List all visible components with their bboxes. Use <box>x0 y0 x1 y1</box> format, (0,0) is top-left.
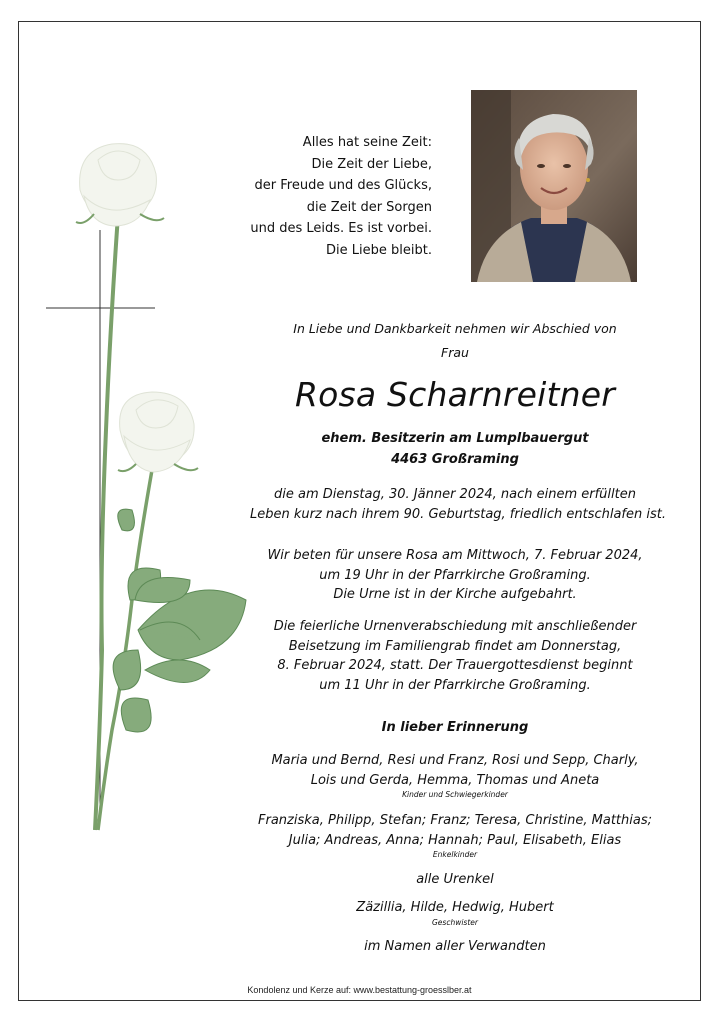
mourners-line: Julia; Andreas, Anna; Hannah; Paul, Elisabeth, Elias <box>288 832 622 848</box>
poem-line: der Freude und des Glücks, <box>254 178 432 193</box>
burial-notice <box>250 617 660 695</box>
burial-line: Beisetzung im Familiengrab findet am Donnerstag, <box>288 638 622 654</box>
mourners-caption: Kinder und Schwiegerkinder <box>402 790 508 799</box>
prayer-line: Wir beten für unsere Rosa am Mittwoch, 7. Februar 2024, <box>267 548 643 563</box>
intro <box>250 317 660 365</box>
mourners-relatives: im Namen aller Verwandten <box>364 939 546 954</box>
mourners-line: Zäzillia, Hilde, Hedwig, Hubert <box>356 900 554 915</box>
burial-line: 8. Februar 2024, statt. Der Trauergottesdienst beginnt <box>277 658 633 673</box>
deceased-location: 4463 Großraming <box>391 452 519 467</box>
mourners-children <box>250 751 660 800</box>
death-notice <box>250 485 666 524</box>
poem-line: die Zeit der Sorgen <box>306 199 432 215</box>
mourners-caption: Geschwister <box>432 917 478 927</box>
prayer-line: um 19 Uhr in der Pfarrkirche Großraming. <box>319 567 591 583</box>
memory-heading: In lieber Erinnerung <box>381 720 529 735</box>
mourners-line: Lois und Gerda, Hemma, Thomas und Aneta <box>310 772 600 788</box>
burial-line: Die feierliche Urnenverabschiedung mit anschließender <box>273 619 637 634</box>
poem-line: und des Leids. Es ist vorbei. <box>250 221 432 236</box>
rose-illustration <box>40 130 270 840</box>
prayer-line: Die Urne ist in der Kirche aufgebahrt. <box>333 587 577 602</box>
poem-line: Die Liebe bleibt. <box>326 242 432 258</box>
poem-line: Die Zeit der Liebe, <box>311 156 432 172</box>
mourners-great-grandchildren: alle Urenkel <box>416 872 494 887</box>
poem-line: Alles hat seine Zeit: <box>302 135 432 150</box>
mourners-siblings <box>250 898 660 928</box>
prayer-notice <box>250 546 660 605</box>
death-notice-line: die am Dienstag, 30. Jänner 2024, nach einem erfüllten <box>274 487 636 502</box>
deceased-occupation: ehem. Besitzerin am Lumplbauergut <box>321 431 589 446</box>
deceased-name: Rosa Scharnreitner <box>294 375 616 414</box>
mourners-grandchildren <box>250 811 660 860</box>
deceased-details <box>250 428 660 470</box>
burial-line: um 11 Uhr in der Pfarrkirche Großraming. <box>319 677 591 693</box>
mourners-caption: Enkelkinder <box>432 850 478 859</box>
intro-salutation: Frau <box>441 345 469 360</box>
death-notice-line: Leben kurz nach ihrem 90. Geburtstag, friedlich entschlafen ist. <box>250 506 666 522</box>
portrait-illustration <box>471 90 637 282</box>
condolence-footer[interactable]: Kondolenz und Kerze auf: www.bestattung-groesslber.at <box>247 985 472 995</box>
intro-line: In Liebe und Dankbarkeit nehmen wir Abschied von <box>293 321 617 336</box>
mourners-line: Franziska, Philipp, Stefan; Franz; Teresa, Christine, Matthias; <box>258 813 652 828</box>
portrait-photo <box>471 90 637 282</box>
mourners-line: Maria und Bernd, Resi und Franz, Rosi und Sepp, Charly, <box>271 753 639 768</box>
